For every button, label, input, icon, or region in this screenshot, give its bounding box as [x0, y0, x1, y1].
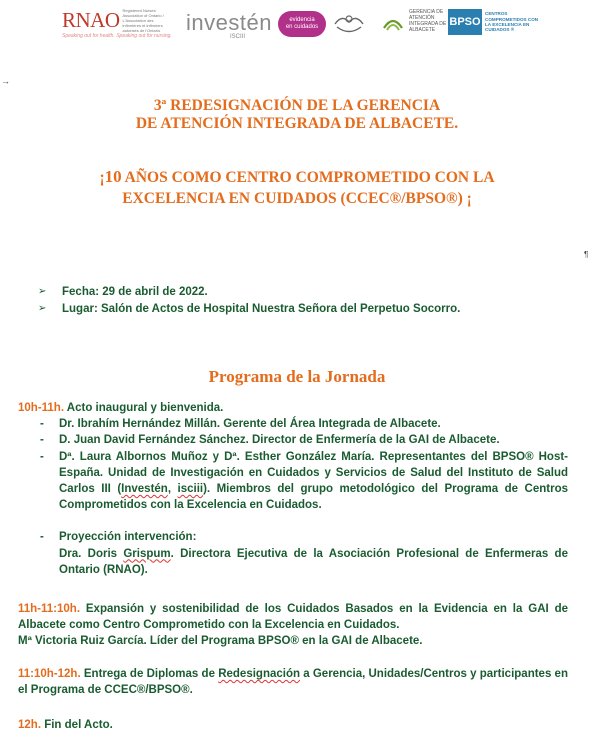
s1-heading: [18, 400, 568, 416]
s3-b: a Gerencia, Unidades/Centros y participantes en el Programa de CCEC®/BPSO®.: [18, 668, 568, 697]
subtitle-rest: AÑOS COMO CENTRO COMPROMETIDO CON LA: [121, 169, 495, 186]
list-item: - Dª. Laura Albornos Muñoz y Dª. Esther González María. Representantes del BPSO® Host-España. Unidad de Investigación en Cuidados y Servicios de Salud del Instituto de Salud Carlos III (Investén, isciii). Miembros del grupo metodológico del Programa de Centros Comprometidos con la Excelencia en Cuidados.: [40, 449, 568, 514]
info-lugar: [38, 301, 460, 318]
list-item: - Dr. Ibrahím Hernández Millán. Gerente del Área Integrada de Albacete.: [40, 416, 568, 432]
bpso-text: CENTROS COMPROMETIDOS CON LA EXCELENCIA EN CUIDADOS ®: [485, 11, 539, 33]
investen-logo: [186, 10, 272, 40]
schedule-block-1: [18, 400, 568, 578]
s2-time: 11h-11:10h.: [18, 603, 81, 615]
bullet-arrow-icon: ➢: [38, 302, 47, 314]
bpso-mark: BPSO: [448, 9, 482, 35]
schedule-block-2: [18, 601, 568, 650]
title-line-2: DE ATENCIÓN INTEGRADA DE ALBACETE.: [135, 115, 459, 132]
gerencia-text: GERENCIA DE ATENCIÓN INTEGRADA DE ALBACETE: [409, 9, 447, 33]
paragraph-arrow-icon: →: [1, 76, 10, 86]
evidencia-logo: [278, 11, 326, 37]
rnao-logo: [62, 8, 173, 39]
schedule-block-4: [18, 717, 568, 733]
paragraph-mark-icon: ¶: [584, 250, 589, 259]
s3-time: 11:10h-12h.: [18, 668, 81, 680]
dra-line: [59, 546, 568, 578]
evidencia-line1: evidencia: [289, 17, 315, 23]
gerencia-emblem-icon: [380, 8, 406, 34]
rnao-tagline: Speaking out for health. Speaking out for nursing.: [62, 33, 172, 39]
programa-title: Programa de la Jornada: [208, 367, 386, 386]
dra-b: . Directora Ejecutiva de la Asociación Profesional de Enfermeras de Ontario (RNAO).: [59, 547, 568, 576]
subtitle: [0, 166, 594, 209]
subtitle-line-2: EXCELENCIA EN CUIDADOS (CCEC®/BPSO®) ¡: [122, 190, 472, 207]
gerencia-logo: [380, 8, 453, 34]
bpso-logo: [448, 9, 541, 35]
fecha-text: Fecha: 29 de abril de 2022.: [62, 286, 208, 298]
subtitle-line-1: [0, 166, 594, 188]
bullet-arrow-icon: ➢: [38, 286, 47, 297]
s3-redes: Redesignación: [218, 668, 301, 680]
hands-icon: [332, 10, 366, 36]
rnao-mark: RNAO: [62, 8, 120, 32]
speaker-3-c: ). Miembros del grupo metodológico del Programa de Centros Comprometidos con la Excelencia en Cuidados.: [59, 483, 568, 512]
title-line-1: 3ª REDESIGNACIÓN DE LA GERENCIA: [153, 97, 441, 114]
speaker-3-investen: Investén: [121, 483, 168, 496]
speaker-1: Dr. Ibrahím Hernández Millán. Gerente del Área Integrada de Albacete.: [59, 418, 441, 431]
subtitle-prefix: ¡: [99, 169, 105, 186]
speaker-2: D. Juan David Fernández Sánchez. Director de Enfermería de la GAI de Albacete.: [59, 434, 500, 447]
list-item: - Proyección intervención:: [40, 529, 568, 545]
s4-text: [18, 717, 568, 733]
s4-body: Fin del Acto.: [41, 719, 113, 731]
event-info: [38, 284, 460, 317]
s2-line2: Mª Victoria Ruiz García. Líder del Programa BPSO® en la GAI de Albacete.: [18, 635, 423, 648]
subtitle-number: 10: [104, 167, 122, 186]
info-fecha: [38, 284, 460, 301]
s3-a: Entrega de Diplomas de: [80, 668, 219, 680]
schedule-block-3: [18, 666, 568, 698]
s1-time: 10h-11h.: [18, 402, 65, 414]
investen-mark: investén: [186, 10, 272, 35]
s2-body: Expansión y sostenibilidad de los Cuidados Basados en la Evidencia en la GAI de Albacete como Centro Comprometido con la Excelencia en Cuidados.: [18, 603, 568, 632]
lugar-text: Lugar: Salón de Actos de Hospital Nuestra Señora del Perpetuo Socorro.: [62, 302, 461, 315]
logo-bar: [0, 0, 594, 48]
dra-a: Dra. Doris: [59, 547, 124, 560]
speaker-3-a: Dª. Laura Albornos Muñoz y Dª. Esther González María. Representantes del BPSO® Host-España. Unidad de Investigación en Cuidados y Servicios de Salud del Instituto de Salud Carlos III (: [59, 450, 568, 496]
list-item: - D. Juan David Fernández Sánchez. Director de Enfermería de la GAI de Albacete.: [40, 432, 568, 448]
main-title: [0, 97, 594, 133]
s1-title: Acto inaugural y bienvenida.: [64, 402, 224, 414]
speaker-3-b: ,: [167, 483, 178, 496]
s4-time: 12h.: [18, 719, 42, 731]
speaker-3-isciii: isciii: [177, 483, 204, 496]
rnao-descriptor: Registered Nurses' Association of Ontario / L'Association des infirmières et infirmiers autorisés de l'Ontario: [122, 8, 164, 33]
dra-grispum: Grispum: [123, 547, 171, 560]
investen-sub: ISCIII: [230, 34, 246, 40]
evidencia-line2: en cuidados: [285, 24, 319, 30]
proyeccion-text: Proyección intervención:: [59, 531, 197, 544]
speaker-3: [59, 449, 568, 514]
s3-text: [18, 666, 568, 698]
s2-text: [18, 601, 568, 633]
